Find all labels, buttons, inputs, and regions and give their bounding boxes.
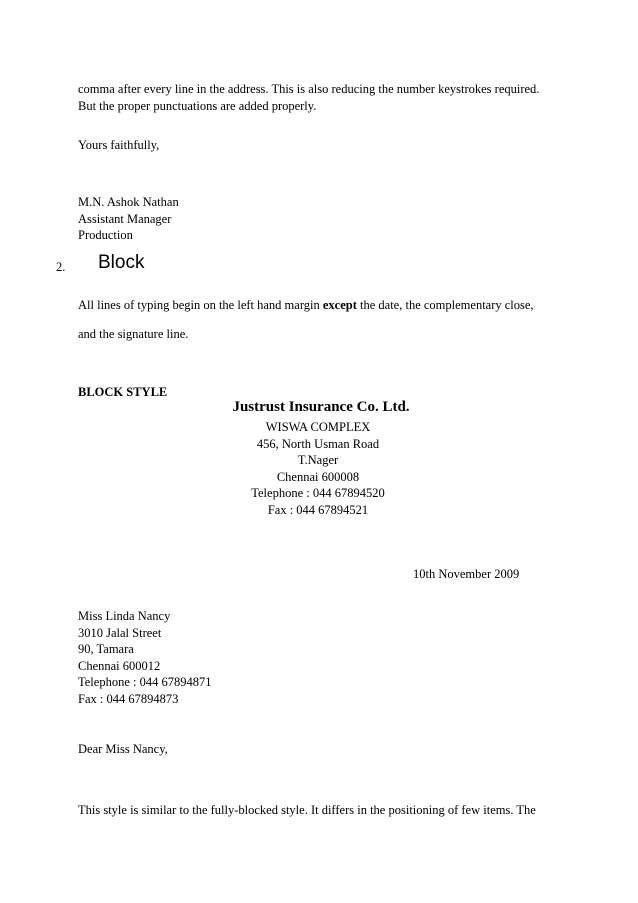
- recipient-line: Telephone : 044 67894871: [78, 675, 212, 689]
- recipient-line: Fax : 044 67894873: [78, 691, 179, 706]
- section-number: 2.: [56, 260, 66, 274]
- intro-line-2: But the proper punctuations are added properly.: [78, 99, 317, 113]
- description-line-1: [78, 297, 534, 314]
- letterhead-line: 456, North Usman Road: [256, 436, 380, 451]
- block-style-label: BLOCK STYLE: [78, 385, 168, 399]
- signature-title: Assistant Manager: [78, 211, 172, 226]
- description-line-2: and the signature line.: [78, 327, 189, 341]
- signature-block: [78, 194, 179, 244]
- description-bold-word: except: [322, 298, 357, 312]
- letterhead-line: WISWA COMPLEX: [265, 420, 371, 434]
- description-text-a: All lines of typing begin on the left hand margin: [78, 298, 323, 312]
- letterhead-address: [0, 419, 636, 518]
- recipient-line: 3010 Jalal Street: [78, 625, 162, 640]
- closing: Yours faithfully,: [78, 138, 160, 152]
- signature-department: Production: [78, 228, 133, 242]
- letterhead-line: Fax : 044 67894521: [267, 502, 369, 517]
- letterhead-line: T.Nager: [297, 453, 339, 467]
- recipient-line: Chennai 600012: [78, 658, 161, 673]
- letter-date: 10th November 2009: [413, 567, 520, 581]
- recipient-line: 90, Tamara: [78, 642, 134, 656]
- intro-line-1: comma after every line in the address. This is also reducing the number keystrokes required.: [78, 82, 540, 96]
- description-text-b: the date, the complementary close,: [356, 298, 534, 312]
- recipient-address: [78, 608, 211, 707]
- closing-paragraph: This style is similar to the fully-blocked style. It differs in the positioning of few items. The: [78, 803, 536, 817]
- letterhead-company: Justrust Insurance Co. Ltd.: [232, 399, 410, 415]
- letterhead-line: Chennai 600008: [276, 469, 360, 484]
- salutation: Dear Miss Nancy,: [78, 742, 168, 756]
- recipient-line: Miss Linda Nancy: [78, 609, 171, 623]
- section-heading: Block: [98, 252, 145, 273]
- letterhead-line: Telephone : 044 67894520: [251, 486, 385, 500]
- signature-name: M.N. Ashok Nathan: [78, 195, 179, 209]
